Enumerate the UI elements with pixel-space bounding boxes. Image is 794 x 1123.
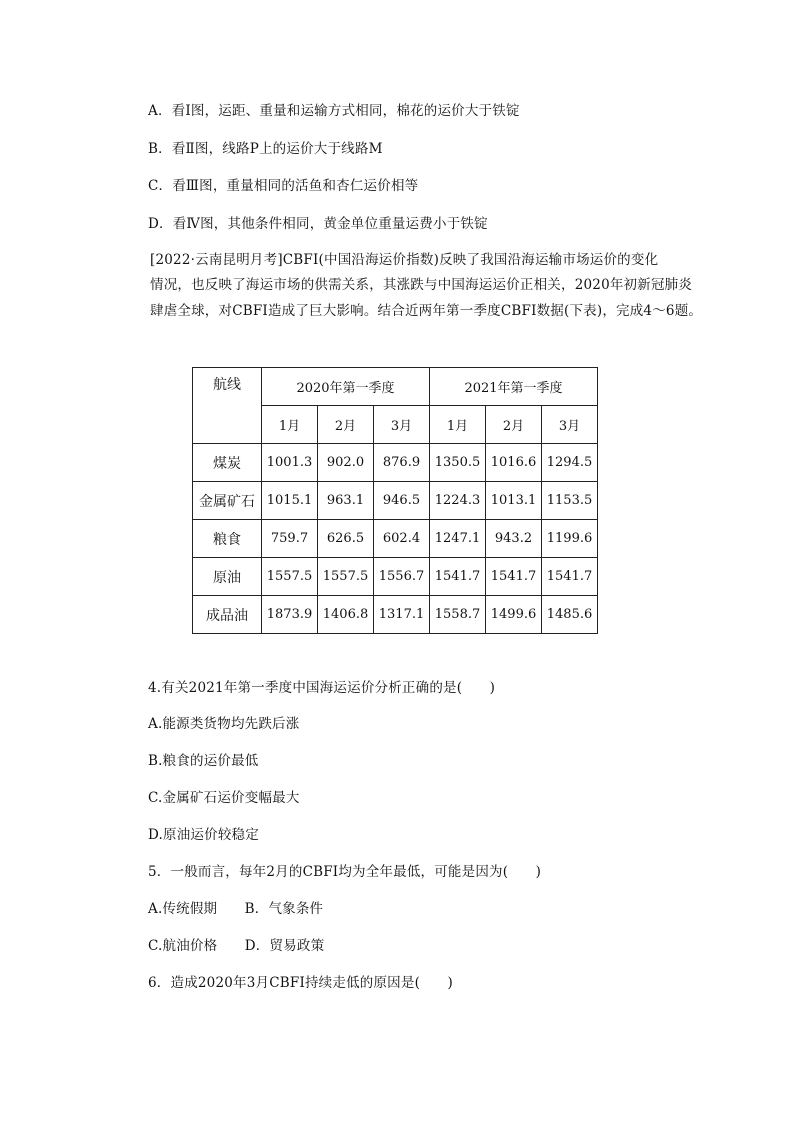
month-header: 3月	[374, 406, 430, 444]
table-group-2020: 2020年第一季度	[262, 368, 430, 406]
row-name: 粮食	[193, 520, 262, 558]
intro-line-1: [2022·云南昆明月考]CBFI(中国沿海运价指数)反映了我国沿海运输市场运价的变化	[150, 252, 659, 268]
table-cell: 1013.1	[486, 482, 542, 520]
prev-option-a: A．看Ⅰ图，运距、重量和运输方式相同，棉花的运价大于铁锭	[148, 103, 520, 119]
table-cell: 1350.5	[430, 444, 486, 482]
table-cell: 1199.6	[542, 520, 598, 558]
table-cell: 1153.5	[542, 482, 598, 520]
row-name: 成品油	[193, 596, 262, 634]
intro-line-2: 情况，也反映了海运市场的供需关系，其涨跌与中国海运运价正相关，2020年初新冠肺炎	[150, 277, 693, 293]
month-header: 1月	[430, 406, 486, 444]
row-name: 金属矿石	[193, 482, 262, 520]
q4-option-d: D.原油运价较稳定	[148, 827, 259, 843]
table-row	[193, 520, 598, 558]
table-cell: 1558.7	[430, 596, 486, 634]
prev-option-d: D．看Ⅳ图，其他条件相同，黄金单位重量运费小于铁锭	[148, 216, 488, 232]
table-row	[193, 444, 598, 482]
q5-options-row-1: A.传统假期 B．气象条件	[148, 901, 324, 917]
table-header-row	[193, 368, 598, 406]
table-cell: 1557.5	[262, 558, 318, 596]
table-cell: 1317.1	[374, 596, 430, 634]
q4-option-c: C.金属矿石运价变幅最大	[148, 790, 300, 806]
table-cell: 1016.6	[486, 444, 542, 482]
q6-stem: 6．造成2020年3月CBFI持续走低的原因是( )	[148, 975, 453, 991]
table-cell: 1224.3	[430, 482, 486, 520]
row-name: 原油	[193, 558, 262, 596]
table-cell: 902.0	[318, 444, 374, 482]
table-cell: 602.4	[374, 520, 430, 558]
table-cell: 759.7	[262, 520, 318, 558]
table-cell: 946.5	[374, 482, 430, 520]
prev-option-b: B．看Ⅱ图，线路P上的运价大于线路M	[148, 141, 383, 157]
table-cell: 876.9	[374, 444, 430, 482]
prev-option-c: C．看Ⅲ图，重量相同的活鱼和杏仁运价相等	[148, 178, 419, 194]
table-row	[193, 482, 598, 520]
table-cell: 943.2	[486, 520, 542, 558]
table-cell: 1406.8	[318, 596, 374, 634]
q4-option-a: A.能源类货物均先跌后涨	[148, 716, 300, 732]
month-header: 2月	[486, 406, 542, 444]
table-cell: 1485.6	[542, 596, 598, 634]
q4-option-b: B.粮食的运价最低	[148, 753, 259, 769]
table-cell: 1873.9	[262, 596, 318, 634]
table-row	[193, 596, 598, 634]
intro-line-3: 肆虐全球，对CBFI造成了巨大影响。结合近两年第一季度CBFI数据(下表)，完成4～6题。	[150, 303, 703, 319]
table-cell: 1499.6	[486, 596, 542, 634]
table-cell: 1294.5	[542, 444, 598, 482]
table-cell: 1015.1	[262, 482, 318, 520]
table-cell: 1247.1	[430, 520, 486, 558]
q5-stem: 5．一般而言，每年2月的CBFI均为全年最低，可能是因为( )	[148, 864, 542, 880]
table-cell: 1541.7	[542, 558, 598, 596]
table-cell: 626.5	[318, 520, 374, 558]
table-cell: 1541.7	[430, 558, 486, 596]
table-cell: 963.1	[318, 482, 374, 520]
table-cell: 1556.7	[374, 558, 430, 596]
table-cell: 1541.7	[486, 558, 542, 596]
month-header: 3月	[542, 406, 598, 444]
cbfi-table	[192, 367, 598, 634]
table-group-2021: 2021年第一季度	[430, 368, 598, 406]
table-cell: 1001.3	[262, 444, 318, 482]
month-header: 1月	[262, 406, 318, 444]
row-name: 煤炭	[193, 444, 262, 482]
q5-options-row-2: C.航油价格 D．贸易政策	[148, 938, 325, 954]
q4-stem: 4.有关2021年第一季度中国海运运价分析正确的是( )	[148, 680, 496, 696]
month-header: 2月	[318, 406, 374, 444]
table-corner: 航线	[193, 368, 262, 444]
table-row	[193, 558, 598, 596]
table-cell: 1557.5	[318, 558, 374, 596]
